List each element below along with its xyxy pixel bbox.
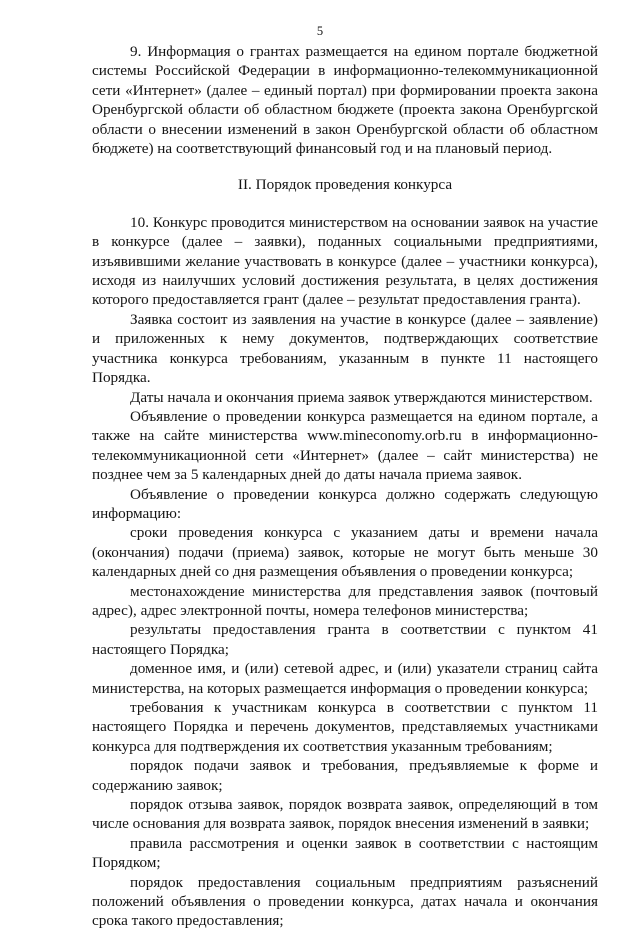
list-item-requirements: требования к участникам конкурса в соответствии с пунктом 11 настоящего Порядка и перечень документов, представляемых участниками конкурса для подтверждения их соответствия указанным требованиям;	[92, 699, 598, 755]
paragraph-announcement-content: Объявление о проведении конкурса должно содержать следующую информацию:	[92, 485, 598, 522]
paragraph-application-composition: Заявка состоит из заявления на участие в конкурсе (далее – заявление) и приложенных к нему документов, подтверждающих соответствие участника конкурса требованиям, указанным в пункте 11 настоящего Порядка.	[92, 310, 598, 387]
paragraph-application-dates: Даты начала и окончания приема заявок утверждаются министерством.	[130, 388, 593, 406]
list-item-domain: доменное имя, и (или) сетевой адрес, и (или) указатели страниц сайта министерства, на которых размещается информация о проведении конкурса;	[92, 660, 598, 697]
paragraph-10-contest: 10. Конкурс проводится министерством на основании заявок на участие в конкурсе (далее – заявки), поданных социальными предприятиями, изъявившими желание участвовать в конкурсе (далее – участники конкурса), исходя из наилучших условий достижения результата, в целях достижения которого предоставляется грант (далее – результат предоставления гранта).	[92, 213, 598, 309]
list-item-withdrawal-order: порядок отзыва заявок, порядок возврата заявок, определяющий в том числе основания для возврата заявок, порядок внесения изменений в заявки;	[92, 796, 598, 833]
list-item-terms: сроки проведения конкурса с указанием даты и времени начала (окончания) подачи (приема) заявок, которые не могут быть меньше 30 календарных дней со дня размещения объявления о проведении конкурса;	[92, 524, 598, 581]
paragraph-announcement-placement: Объявление о проведении конкурса размещается на едином портале, а также на сайте министерства www.mineconomy.orb.ru в информационно-телекоммуникационной сети «Интернет» (далее – сайт министерства) не позднее чем за 5 календарных дней до даты начала приема заявок.	[92, 407, 598, 484]
list-item-clarifications: порядок предоставления социальным предприятиям разъяснений положений объявления о проведении конкурса, датах начала и окончания срока такого предоставления;	[92, 873, 598, 930]
list-item-location: местонахождение министерства для представления заявок (почтовый адрес), адрес электронной почты, номера телефонов министерства;	[92, 582, 598, 619]
list-item-submission-order: порядок подачи заявок и требования, предъявляемые к форме и содержанию заявок;	[92, 757, 598, 794]
paragraph-9-grants-info: 9. Информация о грантах размещается на едином портале бюджетной системы Российской Федерации в информационно-телекоммуникационной сети «Интернет» (далее – единый портал) при формировании проекта закона Оренбургской области об областном бюджете (проекта закона Оренбургской области о внесении изменений в закон Оренбургской области об областном бюджете) на соответствующий финансовый год и на плановый период.	[92, 43, 598, 158]
list-item-results: результаты предоставления гранта в соответствии с пунктом 41 настоящего Порядка;	[92, 621, 598, 658]
section-heading: II. Порядок проведения конкурса	[237, 176, 453, 194]
list-item-review-rules: правила рассмотрения и оценки заявок в соответствии с настоящим Порядком;	[92, 834, 598, 872]
page-number: 5	[316, 24, 324, 38]
document-body	[92, 42, 598, 931]
